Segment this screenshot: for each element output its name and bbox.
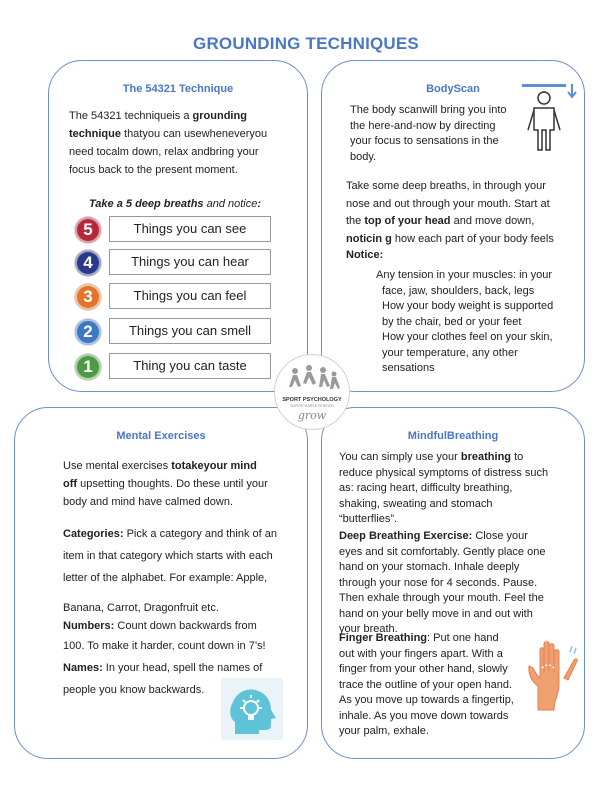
technique-item bbox=[75, 318, 275, 346]
technique-list bbox=[75, 216, 285, 386]
number-badge-5: 5 bbox=[75, 217, 101, 243]
logo-script: grow bbox=[297, 409, 327, 422]
mental-intro: Use mental exercises totakeyour mind off upsetting thoughts. Do these until your body and mind have calmed down. bbox=[63, 460, 268, 508]
open-hand-icon bbox=[524, 638, 580, 712]
bodyscan-intro: The body scanwill bring you into the here-and-now by directing your focus to sensations in the body. bbox=[350, 104, 507, 163]
deep-breathing-exercise: Deep Breathing Exercise: Close your eyes and sit comfortably. Gently place one hand on your stomach. Inhale deeply through your nose for 4 seconds. Pause. Then exhale through your mouth. Feel the hand on your belly move in and out with your breath. bbox=[339, 530, 546, 635]
number-badge-1: 1 bbox=[75, 354, 101, 380]
mental-numbers: Numbers: Count down backwards from 100. To make it harder, count down in 7’s! Names: In your head, spell the names of people you know backwards. bbox=[63, 620, 266, 696]
head-lightbulb-icon bbox=[221, 678, 283, 740]
athletes-silhouette-icon bbox=[285, 363, 341, 397]
logo-title: SPORT PSYCHOLOGY bbox=[282, 397, 342, 403]
panel-title-bodyscan: BodyScan bbox=[426, 83, 480, 95]
body-scan-icon bbox=[518, 80, 580, 156]
technique-label: Things you can see bbox=[109, 216, 271, 242]
finger-breathing: Finger Breathing: Put one hand out with your fingers apart. With a finger from your other hand, slowly trace the outline of your open hand. As you move up towards a fingertip, inhale. As you move down towards your palm, exhale. bbox=[339, 632, 514, 737]
technique-item bbox=[75, 283, 275, 311]
notice-label: Notice: bbox=[346, 249, 384, 261]
instruction-54321: Take a 5 deep breaths and notice: bbox=[89, 198, 262, 210]
bodyscan-instructions: Take some deep breaths, in through your nose and out through your mouth. Start at the top of your head and move down, noticin g how each part of your body feels bbox=[346, 180, 554, 245]
number-badge-4: 4 bbox=[75, 250, 101, 276]
technique-label: Things you can hear bbox=[109, 249, 271, 275]
intro-54321: The 54321 techniqueis a grounding technique thatyou can usewheneveryou need tocalm down, relax andbring your focus back to the present moment. bbox=[69, 110, 268, 176]
number-badge-2: 2 bbox=[75, 319, 101, 345]
breathing-intro: You can simply use your breathing to reduce physical symptoms of distress such as: racing heart, difficulty breathing, shaking, sweating and stomach “butterflies”. bbox=[339, 451, 549, 525]
panel-mental-exercises bbox=[14, 407, 308, 759]
panel-title-mental: Mental Exercises bbox=[116, 430, 206, 442]
logo-subtitle: SUPERCHARGE SCIENCE bbox=[290, 404, 334, 408]
sport-psychology-logo bbox=[274, 354, 350, 430]
technique-item bbox=[75, 216, 275, 244]
technique-item bbox=[75, 353, 275, 381]
notice-list: Any tension in your muscles: in your face, jaw, shoulders, back, legs How your body weight is supported by the chair, bed or your feet How your clothes feel on your skin, your temperature, any other sensations bbox=[376, 269, 554, 374]
panel-54321-technique bbox=[48, 60, 308, 392]
panel-title-54321: The 54321 Technique bbox=[122, 83, 234, 95]
technique-label: Thing you can taste bbox=[109, 353, 271, 379]
panel-mindful-breathing bbox=[321, 407, 585, 759]
technique-item bbox=[75, 249, 275, 277]
technique-label: Things you can feel bbox=[109, 283, 271, 309]
page-title: GROUNDING TECHNIQUES bbox=[193, 34, 419, 53]
technique-label: Things you can smell bbox=[109, 318, 271, 344]
mental-categories: Categories: Pick a category and think of an item in that category which starts with each letter of the alphabet. For example: Apple, Banana, Carrot, Dragonfruit etc. bbox=[63, 528, 278, 614]
panel-title-breathing: MindfulBreathing bbox=[407, 430, 499, 442]
panel-bodyscan bbox=[321, 60, 585, 392]
number-badge-3: 3 bbox=[75, 284, 101, 310]
